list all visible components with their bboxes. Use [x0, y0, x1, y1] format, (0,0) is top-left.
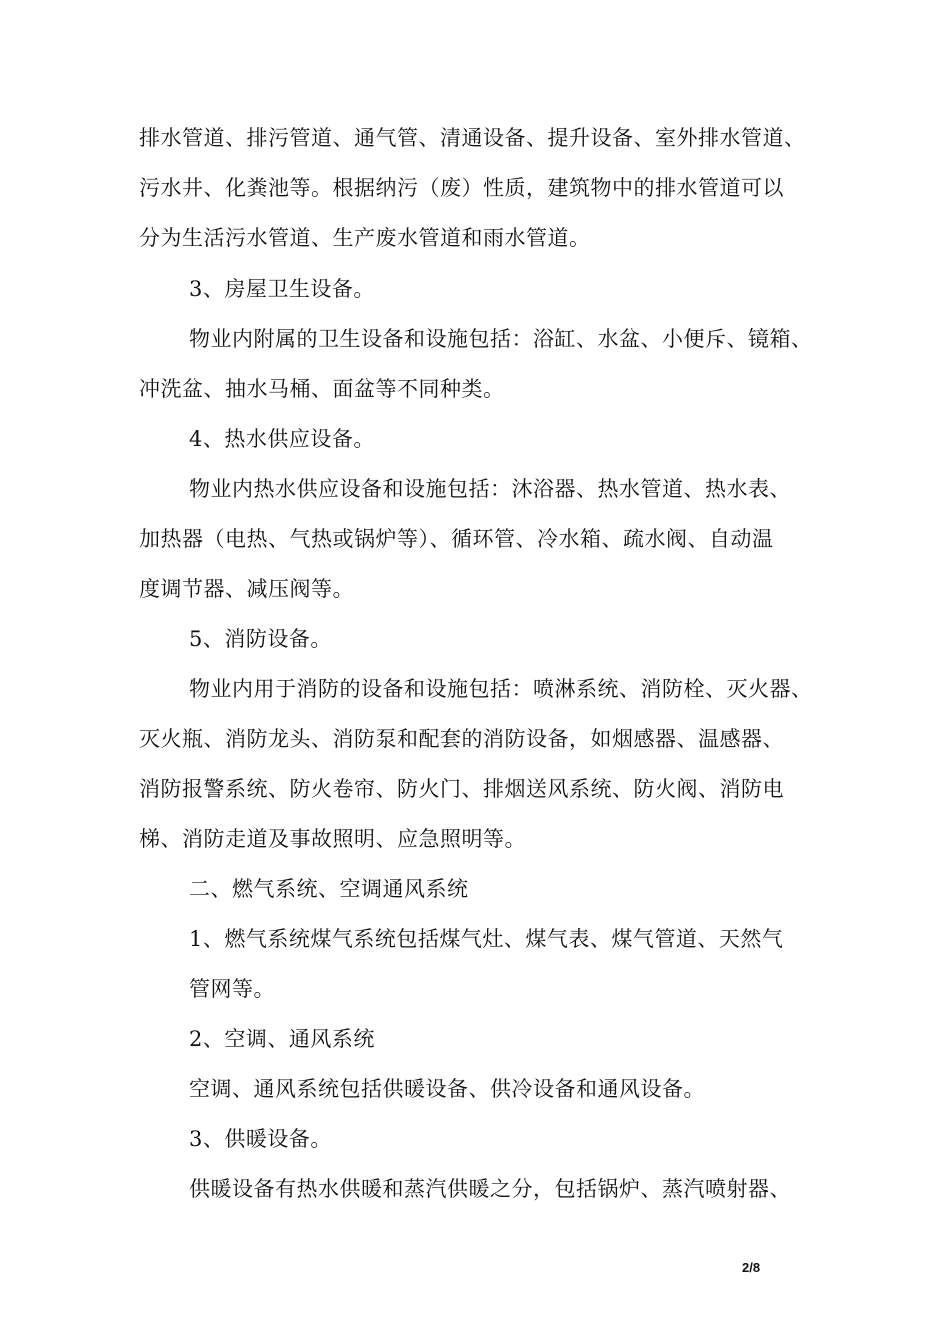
text-line-1: 排水管道、排污管道、通气管、清通设备、提升设备、室外排水管道、: [139, 126, 806, 150]
page-number: 2/8: [742, 1260, 761, 1275]
text-line-22: 供暖设备有热水供暖和蒸汽供暖之分，包括锅炉、蒸汽喷射器、: [189, 1177, 791, 1201]
text-line-13: 灭火瓶、消防龙头、消防泵和配套的消防设备，如烟感器、温感器、: [139, 727, 784, 751]
text-line-9: 加热器（电热、气热或锅炉等）、循环管、冷水箱、疏水阀、自动温: [139, 527, 774, 551]
text-line-15: 梯、消防走道及事故照明、应急照明等。: [139, 827, 526, 851]
chapter-heading-2: 二、燃气系统、空调通风系统: [189, 877, 469, 901]
text-line-10: 度调节器、减压阀等。: [139, 577, 354, 601]
text-line-5: 物业内附属的卫生设备和设施包括：浴缸、水盆、小便斥、镜箱、: [189, 327, 813, 351]
text-line-6: 冲洗盆、抽水马桶、面盆等不同种类。: [139, 377, 505, 401]
text-line-3: 分为生活污水管道、生产废水管道和雨水管道。: [139, 226, 591, 250]
section-heading-2-3: 3、供暖设备。: [189, 1127, 332, 1151]
text-line-8: 物业内热水供应设备和设施包括：沐浴器、热水管道、热水表、: [189, 477, 791, 501]
text-line-18: 管网等。: [189, 977, 275, 1001]
text-line-20: 空调、通风系统包括供暖设备、供冷设备和通风设备。: [189, 1077, 705, 1101]
text-line-14: 消防报警系统、防火卷帘、防火门、排烟送风系统、防火阀、消防电: [139, 777, 784, 801]
text-line-2: 污水井、化粪池等。根据纳污（废）性质，建筑物中的排水管道可以: [139, 176, 784, 200]
section-heading-4: 4、热水供应设备。: [189, 427, 375, 451]
section-heading-3: 3、房屋卫生设备。: [189, 277, 375, 301]
text-line-17: 1、燃气系统煤气系统包括煤气灶、煤气表、煤气管道、天然气: [189, 927, 784, 951]
text-line-12: 物业内用于消防的设备和设施包括：喷淋系统、消防栓、灭火器、: [189, 677, 813, 701]
section-heading-5: 5、消防设备。: [189, 627, 332, 651]
section-heading-2-2: 2、空调、通风系统: [189, 1027, 375, 1051]
